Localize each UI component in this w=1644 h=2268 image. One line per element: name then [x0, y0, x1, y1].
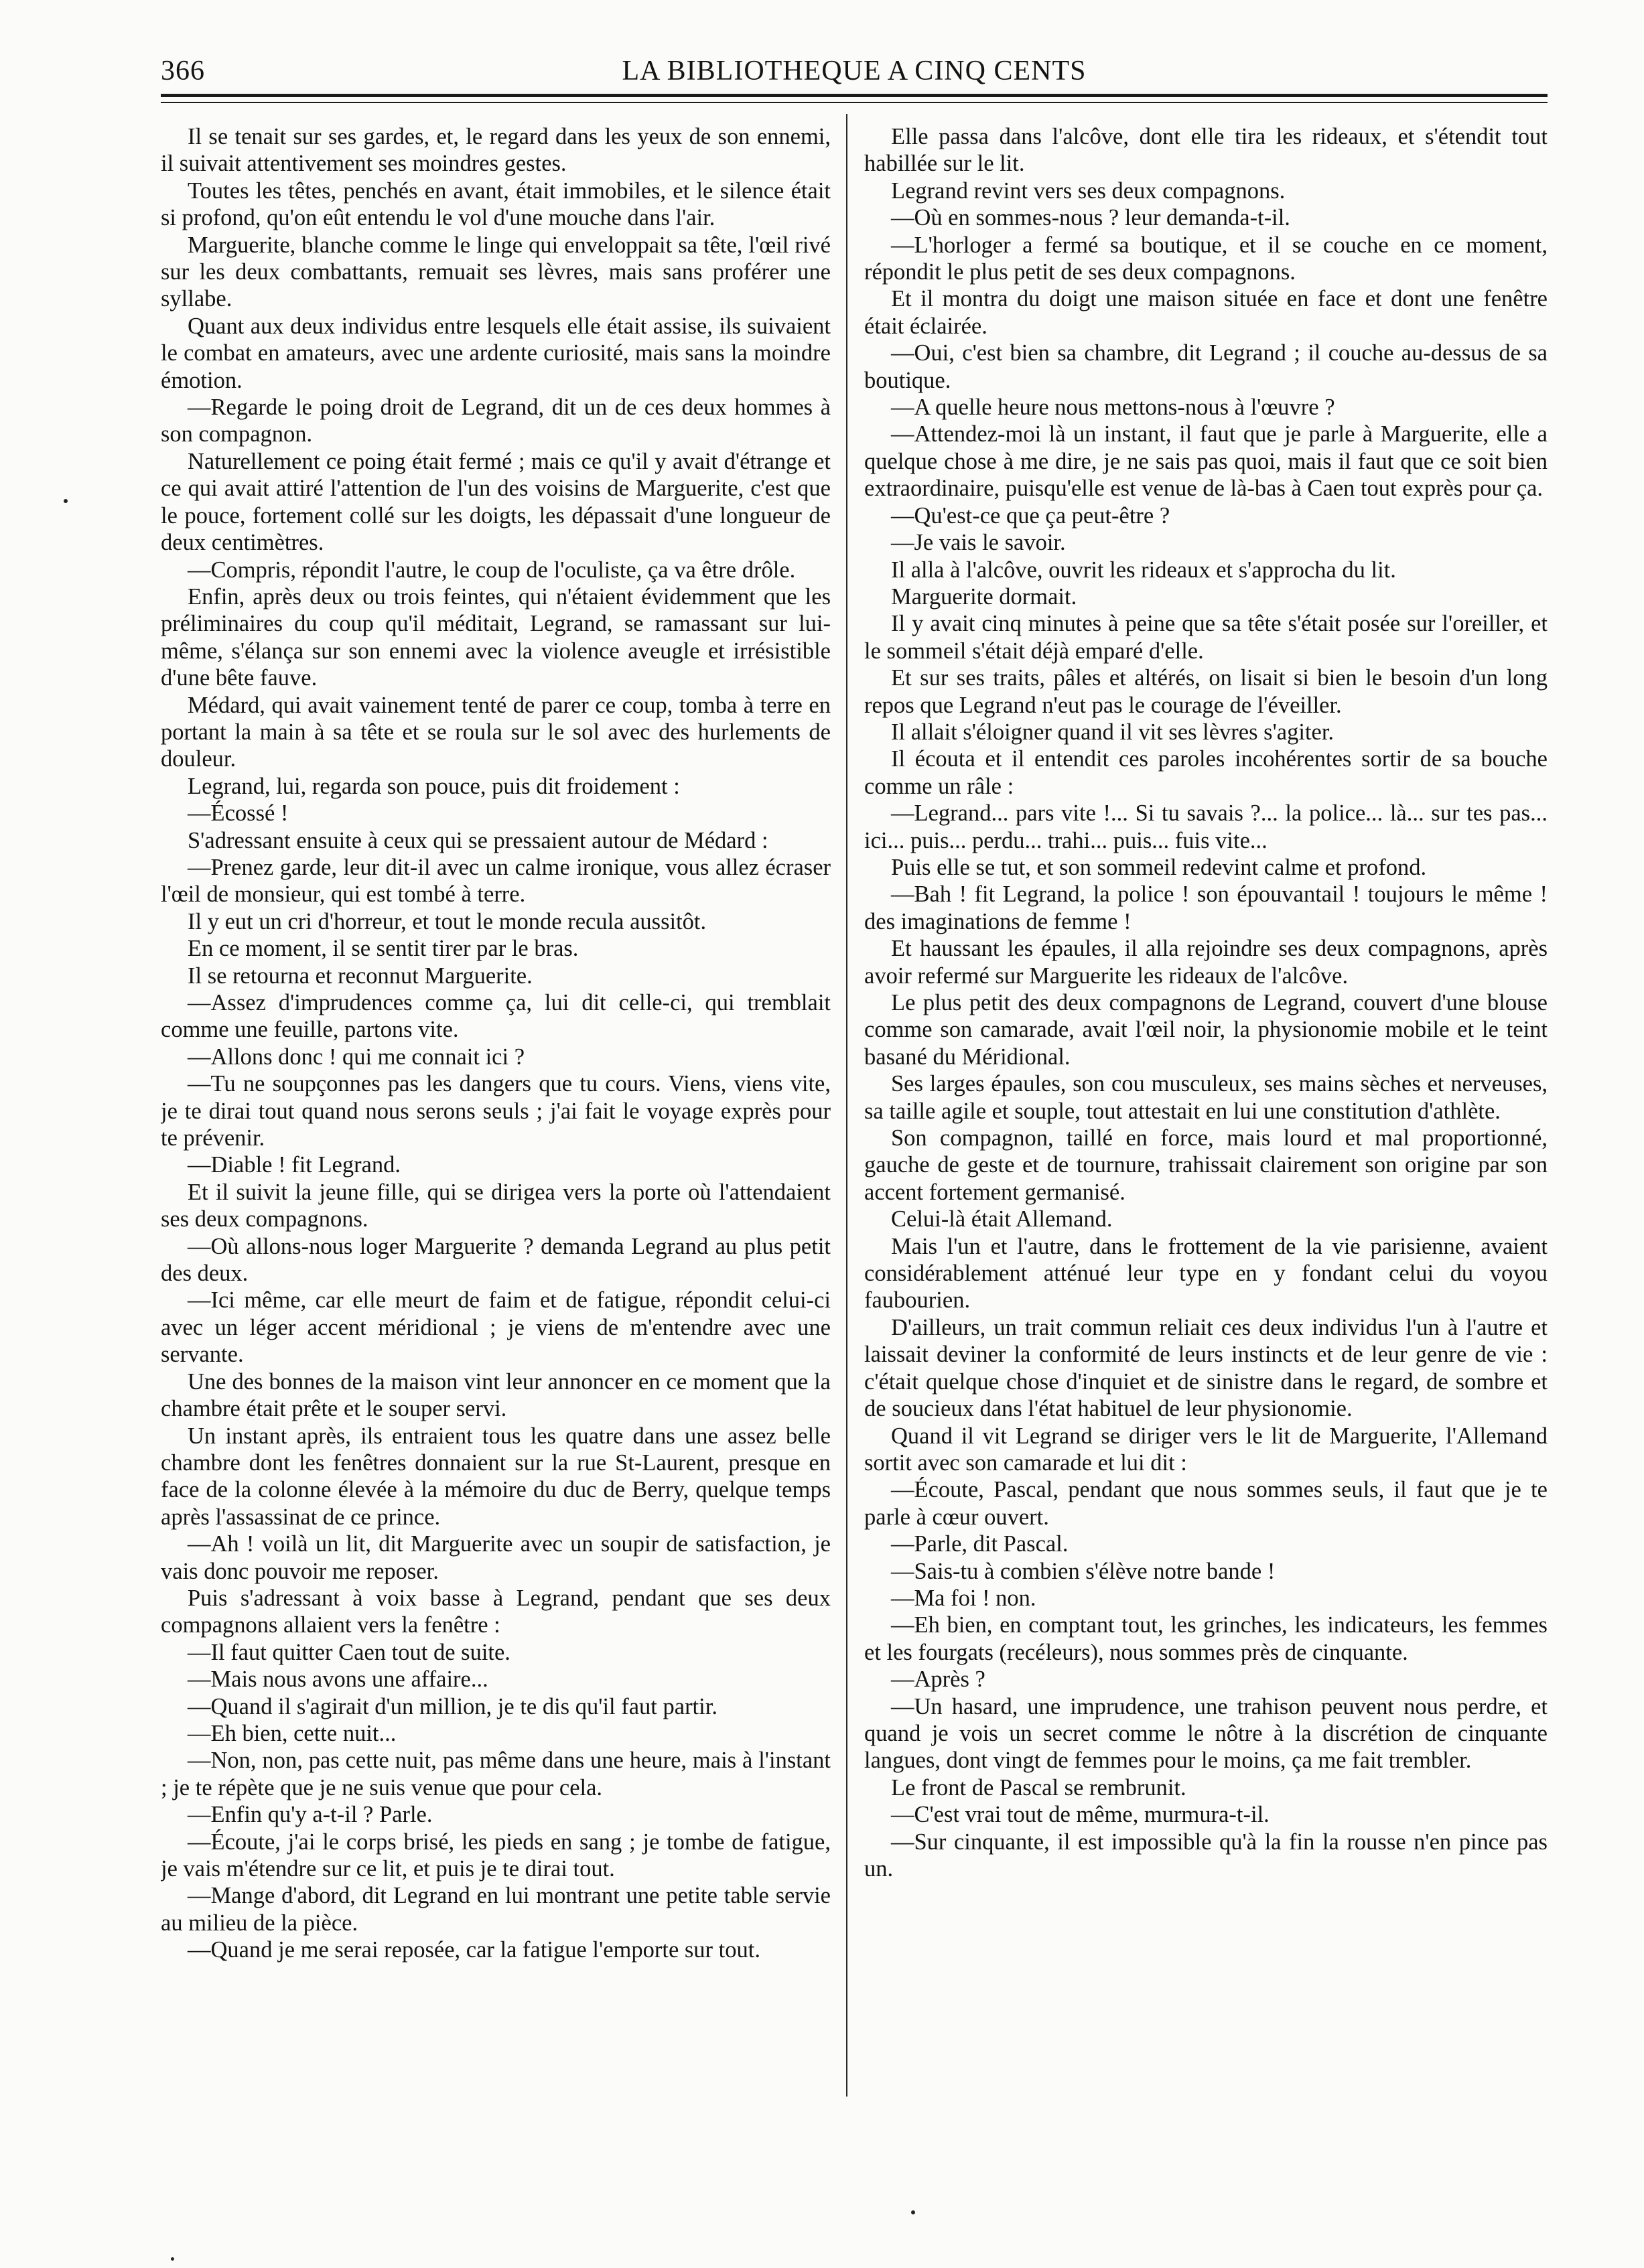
- paragraph: Médard, qui avait vainement tenté de parer ce coup, tomba à terre en portant la main à sa tête et se roula sur le sol avec des hurlements de douleur.: [161, 692, 831, 772]
- paragraph: —L'horloger a fermé sa boutique, et il se couche en ce moment, répondit le plus petit de ses deux compagnons.: [864, 232, 1548, 285]
- paragraph: —Compris, répondit l'autre, le coup de l'oculiste, ça va être drôle.: [188, 557, 796, 583]
- paragraph: Celui-là était Allemand.: [891, 1206, 1113, 1232]
- paragraph: —Quand je me serai reposée, car la fatigue l'emporte sur tout.: [188, 1937, 760, 1963]
- paragraph: Toutes les têtes, penchés en avant, était immobiles, et le silence était si profond, qu'on eût entendu le vol d'une mouche dans l'air.: [161, 178, 831, 231]
- paragraph: Quant aux deux individus entre lesquels elle était assise, ils suivaient le combat en amateurs, avec une ardente curiosité, mais sans la moindre émotion.: [161, 313, 831, 393]
- paragraph: —Où en sommes-nous ? leur demanda-t-il.: [891, 205, 1290, 231]
- paragraph: Il se tenait sur ses gardes, et, le regard dans les yeux de son ennemi, il suivait attentivement ses moindres gestes.: [161, 124, 831, 177]
- paragraph: —Ah ! voilà un lit, dit Marguerite avec un soupir de satisfaction, je vais donc pouvoir me reposer.: [161, 1531, 831, 1584]
- paragraph: —Oui, c'est bien sa chambre, dit Legrand ; il couche au-dessus de sa boutique.: [864, 340, 1548, 393]
- paragraph: —Sais-tu à combien s'élève notre bande !: [891, 1558, 1276, 1584]
- paragraph: Marguerite, blanche comme le linge qui enveloppait sa tête, l'œil rivé sur les deux combattants, remuait ses lèvres, mais sans proférer une syllabe.: [161, 232, 831, 312]
- paragraph: —C'est vrai tout de même, murmura-t-il.: [891, 1802, 1270, 1828]
- paragraph: —Mange d'abord, dit Legrand en lui montrant une petite table servie au milieu de la pièce.: [161, 1883, 831, 1936]
- paragraph: —Je vais le savoir.: [891, 530, 1066, 556]
- paragraph: —Bah ! fit Legrand, la police ! son épouvantail ! toujours le même ! des imaginations de femme !: [864, 881, 1548, 934]
- paragraph: —Diable ! fit Legrand.: [188, 1152, 401, 1178]
- paragraph: Un instant après, ils entraient tous les quatre dans une assez belle chambre dont les fenêtres donnaient sur la rue St-Laurent, presque en face de la colonne élevée à la mémoire du duc de Berry, quelque temps après l'assassinat de ce prince.: [161, 1423, 831, 1530]
- paragraph: Il y avait cinq minutes à peine que sa tête s'était posée sur l'oreiller, et le sommeil s'était déjà emparé d'elle.: [864, 611, 1548, 664]
- paragraph: Le front de Pascal se rembrunit.: [891, 1774, 1186, 1800]
- paragraph: En ce moment, il se sentit tirer par le bras.: [188, 936, 579, 962]
- paragraph: Puis s'adressant à voix basse à Legrand, pendant que ses deux compagnons allaient vers la fenêtre :: [161, 1585, 831, 1638]
- paragraph: —Écoute, Pascal, pendant que nous sommes seuls, il faut que je te parle à cœur ouvert.: [864, 1477, 1548, 1530]
- header-rule-thick: [161, 94, 1548, 97]
- left-column: [161, 123, 831, 2186]
- paragraph: Une des bonnes de la maison vint leur annoncer en ce moment que la chambre était prête et le souper servi.: [161, 1368, 831, 1422]
- paragraph: Legrand, lui, regarda son pouce, puis dit froidement :: [188, 773, 680, 799]
- paragraph: Marguerite dormait.: [891, 583, 1077, 610]
- paragraph: —Non, non, pas cette nuit, pas même dans une heure, mais à l'instant ; je te répète que je ne suis venue que pour cela.: [161, 1748, 831, 1800]
- paragraph: —Sur cinquante, il est impossible qu'à la fin la rousse n'en pince pas un.: [864, 1829, 1548, 1882]
- page-header: [161, 55, 1548, 95]
- paragraph: —Regarde le poing droit de Legrand, dit un de ces deux hommes à son compagnon.: [161, 395, 831, 447]
- paragraph: —Parle, dit Pascal.: [891, 1531, 1069, 1557]
- paragraph: —Allons donc ! qui me connait ici ?: [188, 1044, 525, 1070]
- publication-title: LA BIBLIOTHEQUE A CINQ CENTS: [622, 56, 1087, 86]
- paragraph: —Qu'est-ce que ça peut-être ?: [891, 502, 1170, 528]
- paragraph: Son compagnon, taillé en force, mais lourd et mal proportionné, gauche de geste et de tournure, trahissait clairement son origine par son accent fortement germanisé.: [864, 1125, 1548, 1205]
- print-speck: [171, 2257, 174, 2261]
- paragraph: Le plus petit des deux compagnons de Legrand, couvert d'une blouse comme son camarade, avait l'œil noir, la physionomie mobile et le teint basané du Méridional.: [864, 990, 1548, 1070]
- paragraph: Elle passa dans l'alcôve, dont elle tira les rideaux, et s'étendit tout habillée sur le lit.: [864, 124, 1548, 177]
- paragraph: Il allait s'éloigner quand il vit ses lèvres s'agiter.: [891, 719, 1334, 745]
- paragraph: Il se retourna et reconnut Marguerite.: [188, 963, 533, 989]
- paragraph: —Ici même, car elle meurt de faim et de fatigue, répondit celui-ci avec un léger accent méridional ; je viens de m'entendre avec une servante.: [161, 1287, 831, 1368]
- paragraph: —Assez d'imprudences comme ça, lui dit celle-ci, qui tremblait comme une feuille, partons vite.: [161, 990, 831, 1043]
- paragraph: Quand il vit Legrand se diriger vers le lit de Marguerite, l'Allemand sortit avec son camarade et lui dit :: [864, 1423, 1548, 1476]
- paragraph: —Où allons-nous loger Marguerite ? demanda Legrand au plus petit des deux.: [161, 1233, 831, 1287]
- paragraph: Il y eut un cri d'horreur, et tout le monde recula aussitôt.: [188, 908, 707, 934]
- paragraph: —Quand il s'agirait d'un million, je te dis qu'il faut partir.: [188, 1693, 717, 1719]
- paragraph: —Attendez-moi là un instant, il faut que je parle à Marguerite, elle a quelque chose à me dire, je ne sais pas quoi, mais il faut que ce soit bien extraordinaire, puisqu'elle est venue de là-bas à Caen tout exprès pour ça.: [864, 421, 1548, 502]
- paragraph: Et sur ses traits, pâles et altérés, on lisait si bien le besoin d'un long repos que Legrand n'eut pas le courage de l'éveiller.: [864, 665, 1548, 718]
- column-divider: [846, 114, 847, 2097]
- paragraph: Enfin, après deux ou trois feintes, qui n'étaient évidemment que les préliminaires du coup qu'il méditait, Legrand, se ramassant sur lui-même, s'élança sur son ennemi avec la violence aveugle et irrésistible d'une bête fauve.: [161, 583, 831, 691]
- paragraph: —Eh bien, cette nuit...: [188, 1720, 397, 1746]
- paragraph: —Mais nous avons une affaire...: [188, 1667, 488, 1693]
- paragraph: Et il suivit la jeune fille, qui se dirigea vers la porte où l'attendaient ses deux compagnons.: [161, 1179, 831, 1232]
- header-rule-thin: [161, 102, 1548, 103]
- paragraph: Puis elle se tut, et son sommeil redevint calme et profond.: [891, 854, 1427, 880]
- paragraph: Mais l'un et l'autre, dans le frottement de la vie parisienne, avaient considérablement atténué leur type en y fondant celui du voyou faubourien.: [864, 1233, 1548, 1314]
- paragraph: —Écossé !: [188, 800, 289, 827]
- paragraph: —Prenez garde, leur dit-il avec un calme ironique, vous allez écraser l'œil de monsieur, qui est tombé à terre.: [161, 854, 831, 908]
- paragraph: Il alla à l'alcôve, ouvrit les rideaux et s'approcha du lit.: [891, 557, 1396, 583]
- paragraph: Naturellement ce poing était fermé ; mais ce qu'il y avait d'étrange et ce qui avait attiré l'attention de l'un des voisins de Marguerite, c'est que le pouce, fortement collé sur les doigts, les dépassait d'une longueur de deux centimètres.: [161, 448, 831, 556]
- paragraph: —Il faut quitter Caen tout de suite.: [188, 1639, 510, 1665]
- paragraph: —Tu ne soupçonnes pas les dangers que tu cours. Viens, viens vite, je te dirai tout quand nous serons seuls ; j'ai fait le voyage exprès pour te prévenir.: [161, 1071, 831, 1151]
- paragraph: Il écouta et il entendit ces paroles incohérentes sortir de sa bouche comme un râle :: [864, 746, 1548, 799]
- paragraph: Et haussant les épaules, il alla rejoindre ses deux compagnons, après avoir refermé sur Marguerite les rideaux de l'alcôve.: [864, 936, 1548, 989]
- paragraph: S'adressant ensuite à ceux qui se pressaient autour de Médard :: [188, 827, 768, 853]
- paragraph: —Écoute, j'ai le corps brisé, les pieds en sang ; je tombe de fatigue, je vais m'étendre sur ce lit, et puis je te dirai tout.: [161, 1829, 831, 1882]
- page-number: 366: [161, 56, 205, 86]
- paragraph: —Enfin qu'y a-t-il ? Parle.: [188, 1802, 433, 1828]
- print-speck: [911, 2210, 915, 2214]
- paragraph: —Un hasard, une imprudence, une trahison peuvent nous perdre, et quand je vois un secret comme le nôtre à la discrétion de cinquante langues, dont vingt de femmes pour le moins, ça me fait trembler.: [864, 1693, 1548, 1774]
- paragraph: —Ma foi ! non.: [891, 1585, 1036, 1611]
- paragraph: —A quelle heure nous mettons-nous à l'œuvre ?: [891, 395, 1335, 421]
- paragraph: Et il montra du doigt une maison située en face et dont une fenêtre était éclairée.: [864, 286, 1548, 339]
- print-speck: [64, 499, 68, 503]
- paragraph: —Eh bien, en comptant tout, les grinches, les indicateurs, les femmes et les fourgats (recéleurs), nous sommes près de cinquante.: [864, 1612, 1548, 1665]
- paragraph: Ses larges épaules, son cou musculeux, ses mains sèches et nerveuses, sa taille agile et souple, tout attestait en lui une constitution d'athlète.: [864, 1071, 1548, 1124]
- paragraph: D'ailleurs, un trait commun reliait ces deux individus l'un à l'autre et laissait deviner la conformité de leurs instincts et de leur genre de vie : c'était quelque chose d'inquiet et de sinistre dans le regard, de sombre et de soucieux dans l'état habituel de leur physionomie.: [864, 1314, 1548, 1422]
- right-column: [864, 123, 1548, 2186]
- paragraph: —Après ?: [891, 1667, 985, 1693]
- paragraph: Legrand revint vers ses deux compagnons.: [891, 178, 1286, 204]
- paragraph: —Legrand... pars vite !... Si tu savais ?... la police... là... sur tes pas... ici... puis... perdu... trahi... puis... fuis vite...: [864, 800, 1548, 853]
